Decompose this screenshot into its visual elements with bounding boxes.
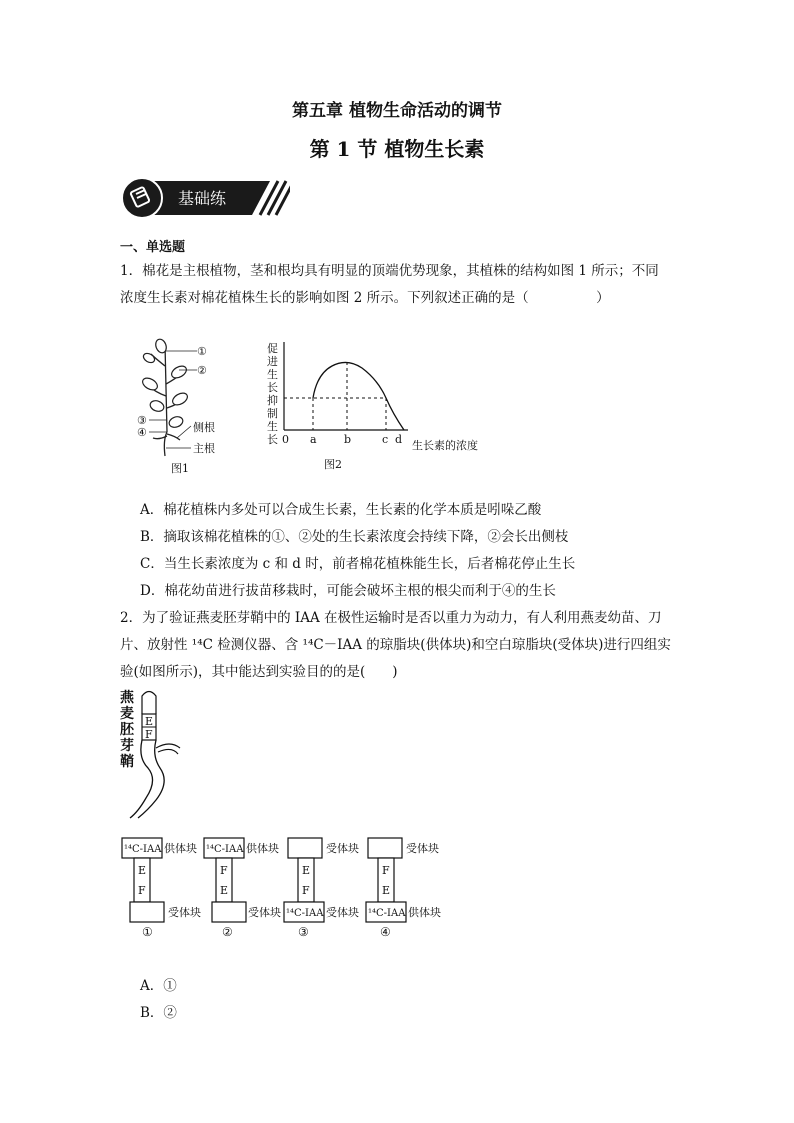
x-origin: 0 [282, 433, 289, 446]
basic-practice-banner [120, 176, 290, 220]
growth-curve [313, 362, 404, 430]
svg-text:制: 制 [267, 407, 278, 420]
svg-text:生: 生 [267, 420, 278, 433]
svg-text:F: F [220, 864, 228, 877]
exp2-bottom-label: 受体块 [248, 906, 281, 919]
plant-marker-2: ② [197, 364, 207, 377]
figure-1-caption: 图1 [171, 462, 189, 475]
exp1-bottom-label: 受体块 [168, 906, 201, 919]
svg-text:F: F [138, 884, 146, 897]
svg-text:麦: 麦 [120, 706, 134, 722]
svg-text:E: E [220, 884, 229, 897]
exp4-top-block [368, 838, 402, 858]
exp3-top-block [288, 838, 322, 858]
exp2-number: ② [222, 925, 233, 939]
x-tick-c: c [382, 433, 389, 446]
exp1-top-label: 供体块 [164, 842, 197, 855]
y-axis-label [267, 342, 278, 446]
section-title: 第 1 节 植物生长素 [309, 137, 485, 161]
q1-option-c[interactable]: C．当生长素浓度为 c 和 d 时，前者棉花植株能生长，后者棉花停止生长 [140, 556, 576, 572]
exp4-bottom-label: 供体块 [408, 906, 441, 919]
svg-text:¹⁴C-IAA: ¹⁴C-IAA [206, 844, 244, 855]
exp1-number: ① [142, 925, 153, 939]
q1-option-d[interactable]: D．棉花幼苗进行拔苗移栽时，可能会破坏主根的根尖而利于④的生长 [140, 583, 556, 599]
exp4-top-label: 受体块 [406, 842, 439, 855]
figure-2-caption: 图2 [324, 458, 342, 471]
q2-line1: 2．为了验证燕麦胚芽鞘中的 IAA 在极性运输时是否以重力为动力，有人利用燕麦幼苗、刀 [120, 610, 662, 626]
plant-marker-4: ④ [137, 426, 147, 439]
svg-text:抑: 抑 [267, 394, 278, 407]
exp1-bottom-block [130, 902, 164, 922]
q1-option-a[interactable]: A．棉花植株内多处可以合成生长素，生长素的化学本质是吲哚乙酸 [140, 502, 542, 518]
svg-text:胚: 胚 [120, 722, 134, 738]
q1-option-b[interactable]: B．摘取该棉花植株的①、②处的生长素浓度会持续下降，②会长出侧枝 [140, 529, 569, 545]
q1-line2: 浓度生长素对棉花植株生长的影响如图 2 所示。下列叙述正确的是（ ） [120, 290, 610, 306]
svg-text:¹⁴C-IAA: ¹⁴C-IAA [286, 908, 324, 919]
q2-option-a[interactable]: A．① [140, 978, 177, 994]
plant-marker-1: ① [197, 345, 207, 358]
svg-text:促: 促 [267, 342, 278, 355]
badge-label: 基础练 [178, 189, 227, 208]
exp3-number: ③ [298, 925, 309, 939]
figure-2-curve [262, 340, 504, 475]
x-tick-a: a [310, 433, 317, 446]
svg-text:F: F [382, 864, 390, 877]
svg-text:进: 进 [267, 355, 278, 368]
svg-text:长: 长 [267, 381, 278, 394]
plant-marker-3: ③ [137, 414, 147, 427]
exp4-number: ④ [380, 925, 391, 939]
svg-text:燕: 燕 [120, 690, 134, 706]
svg-text:E: E [138, 864, 147, 877]
svg-text:¹⁴C-IAA: ¹⁴C-IAA [124, 844, 162, 855]
book-icon [122, 178, 162, 218]
svg-text:生: 生 [267, 368, 278, 381]
exp2-bottom-block [212, 902, 246, 922]
exp3-top-label: 受体块 [326, 842, 359, 855]
oat-segment-e: E [145, 715, 154, 728]
oat-coleoptile-figure [118, 688, 188, 823]
lateral-root-label: 侧根 [193, 421, 215, 434]
x-tick-d: d [395, 433, 403, 446]
section-heading: 一、单选题 [120, 240, 186, 255]
x-axis-label: 生长素的浓度 [412, 439, 478, 452]
x-tick-b: b [344, 433, 352, 446]
svg-text:¹⁴C-IAA: ¹⁴C-IAA [368, 908, 406, 919]
figure-1-plant [135, 336, 230, 478]
q1-line1: 1．棉花是主根植物，茎和根均具有明显的顶端优势现象，其植株的结构如图 1 所示；不同 [120, 263, 659, 279]
svg-text:E: E [382, 884, 391, 897]
experiment-setups [118, 830, 458, 942]
oat-segment-f: F [145, 728, 153, 741]
exp2-top-label: 供体块 [246, 842, 279, 855]
svg-text:长: 长 [267, 433, 278, 446]
chapter-title: 第五章 植物生命活动的调节 [292, 101, 502, 121]
svg-text:F: F [302, 884, 310, 897]
oat-label [120, 689, 135, 770]
svg-text:鞘: 鞘 [120, 754, 134, 770]
main-root-label: 主根 [193, 442, 215, 455]
svg-text:芽: 芽 [120, 738, 134, 754]
q2-line3: 验(如图所示)，其中能达到实验目的的是( ) [120, 664, 398, 680]
svg-text:E: E [302, 864, 311, 877]
q2-line2: 片、放射性 ¹⁴C 检测仪器、含 ¹⁴C－IAA 的琼脂块(供体块)和空白琼脂块(受体块)进行四组实 [120, 637, 671, 653]
exp3-bottom-label: 受体块 [326, 906, 359, 919]
q2-option-b[interactable]: B．② [140, 1005, 177, 1021]
